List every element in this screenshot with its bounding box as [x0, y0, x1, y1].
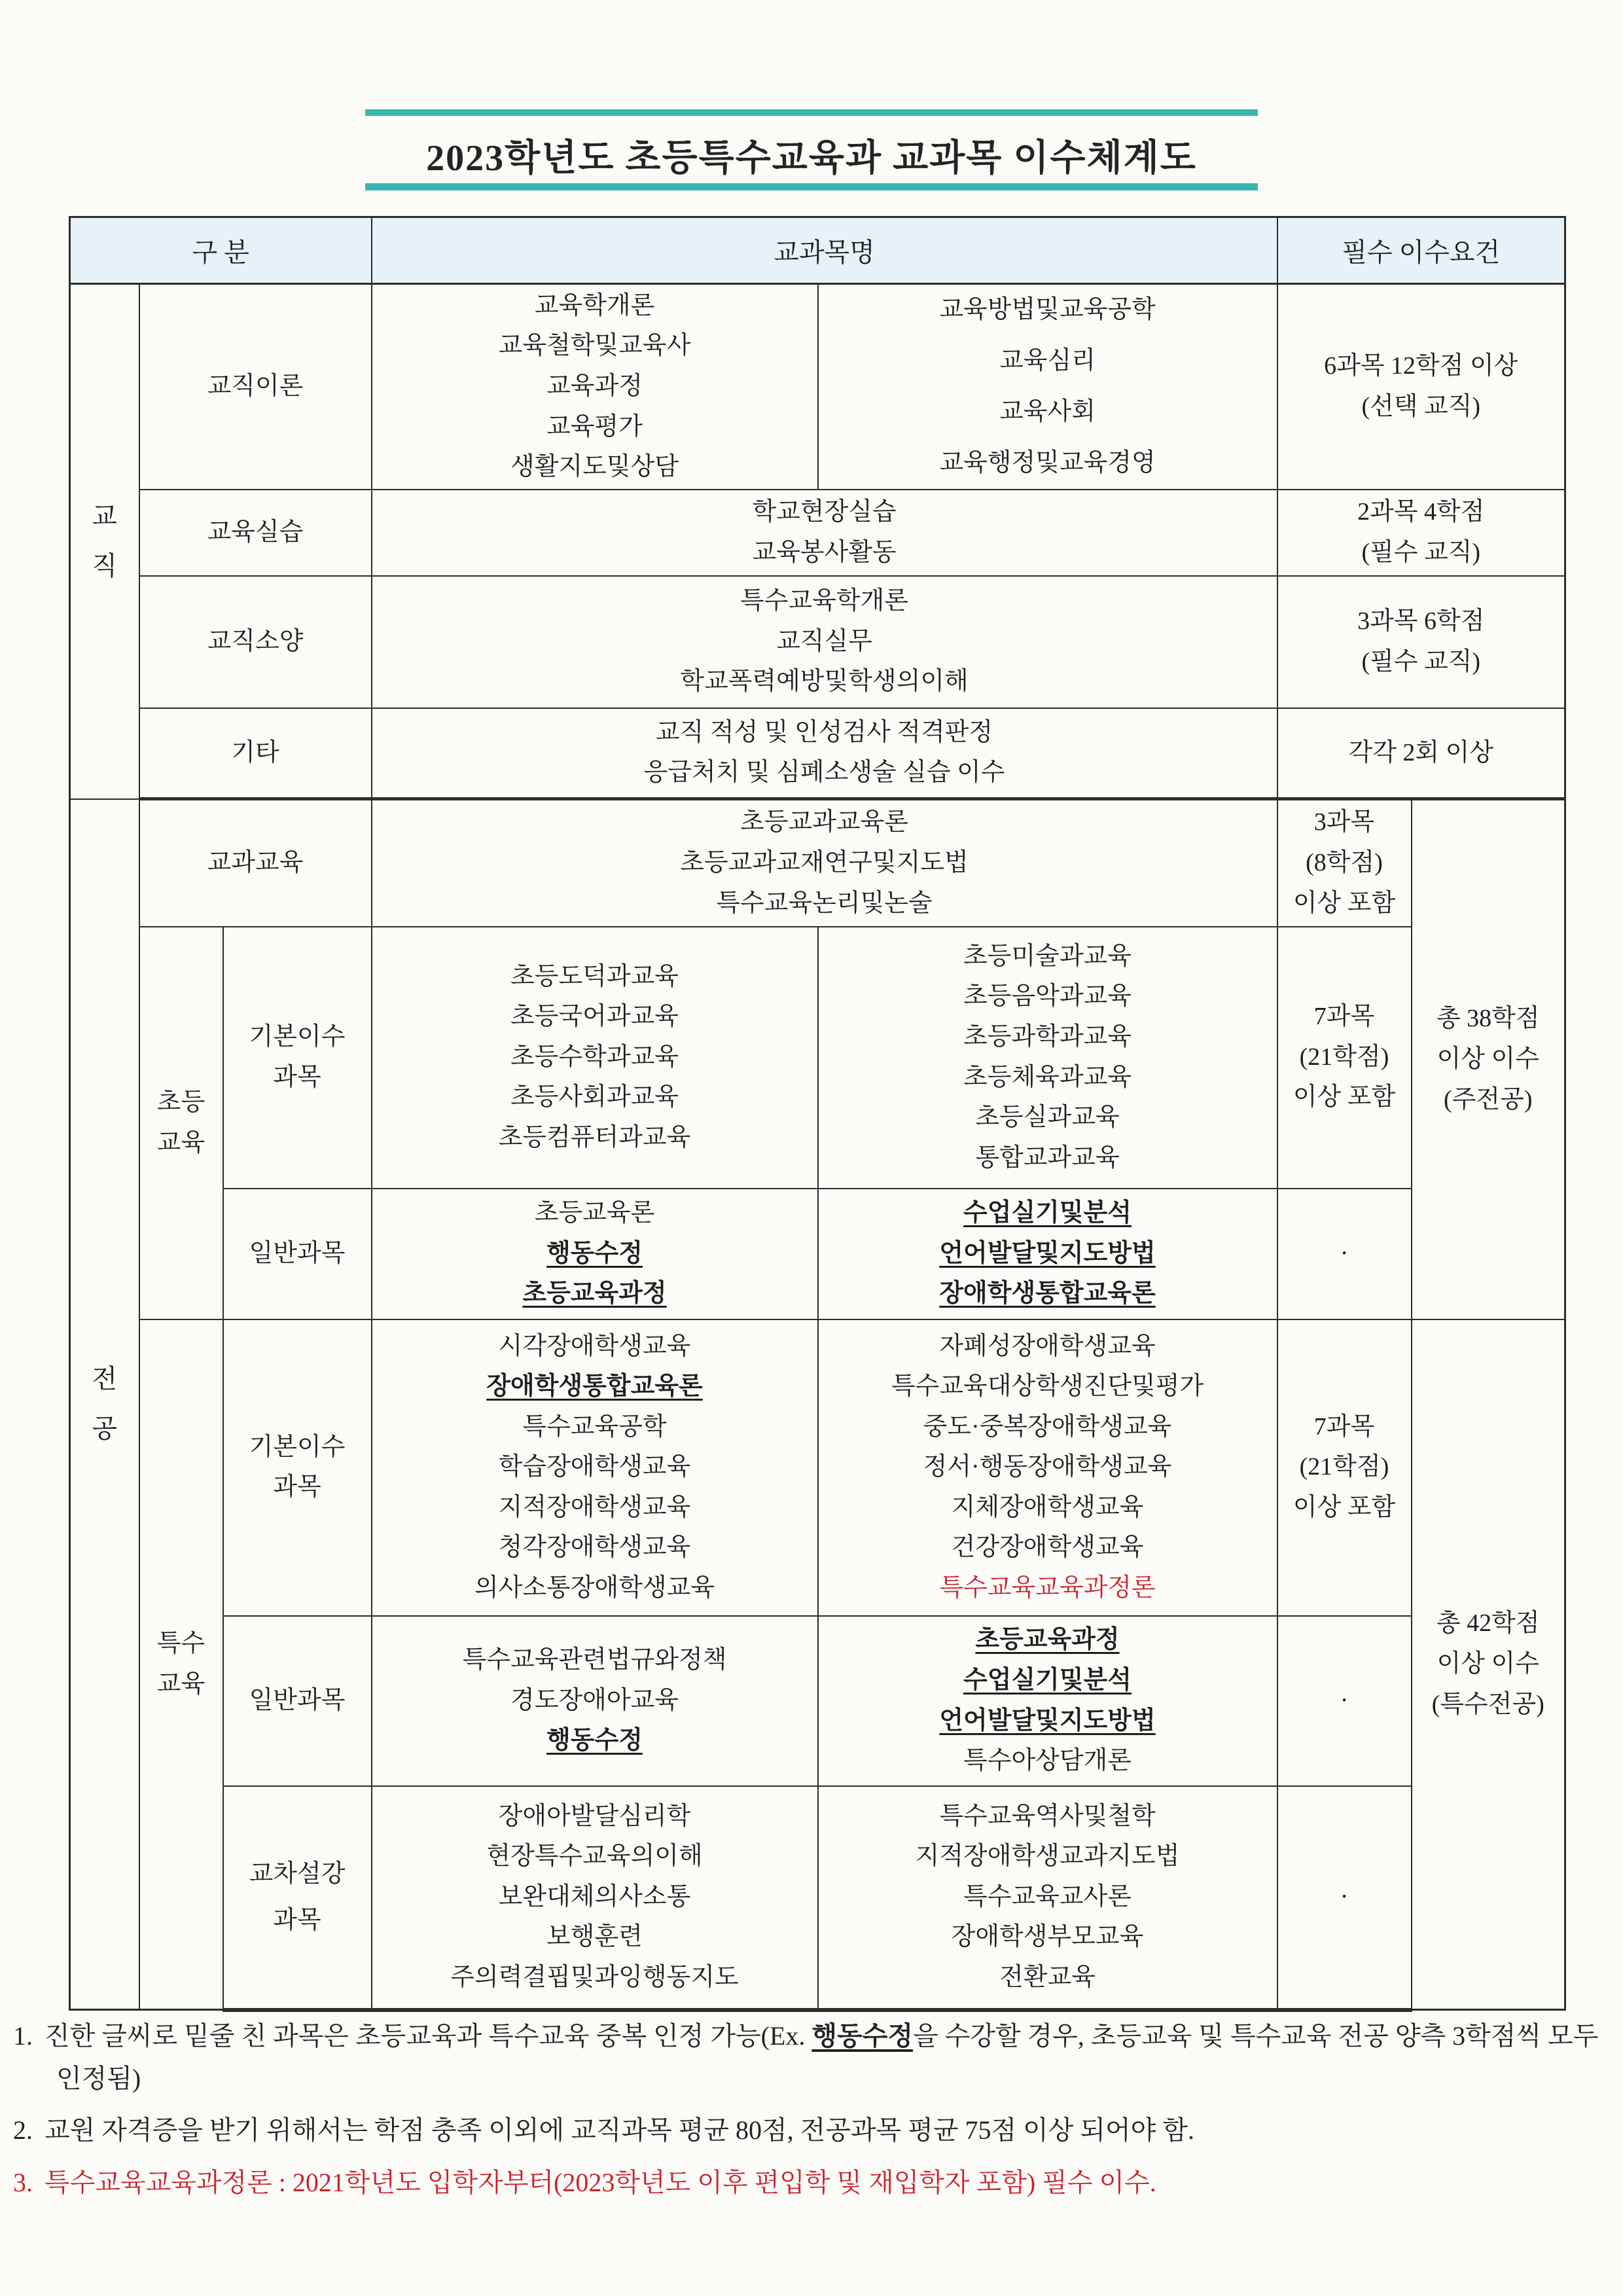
- course-item: 교직이론: [207, 372, 304, 400]
- cell-chodeung-basic-req: [1277, 927, 1412, 1189]
- cell-chodeung-general-courses-a: [372, 1189, 818, 1319]
- title-rule-top: [365, 109, 1258, 116]
- course-item: (8학점): [1306, 849, 1383, 877]
- course-item: 장애학생통합교육론: [486, 1372, 703, 1401]
- text-run: 진한 글씨로 밑줄 친 과목은 초등교육과 특수교육 중복 인정 가능(Ex.: [45, 2021, 812, 2051]
- course-item: 청각장애학생교육: [498, 1534, 691, 1562]
- course-item: 언어발달및지도방법: [939, 1706, 1156, 1734]
- course-item: (21학점): [1299, 1453, 1389, 1481]
- cell-etc-req: [1277, 708, 1565, 799]
- cell-teuksu-general-req: [1277, 1616, 1412, 1786]
- course-item: 총 42학점: [1436, 1609, 1540, 1638]
- course-item: 보완대체의사소통: [498, 1882, 691, 1910]
- course-item: 이상 포함: [1293, 889, 1396, 917]
- cell-soyang-label: [139, 576, 372, 708]
- course-item: ·: [1340, 1239, 1349, 1267]
- course-item: (선택 교직): [1361, 392, 1481, 420]
- course-item: 3과목: [1313, 808, 1375, 836]
- cell-practice-courses: [372, 490, 1277, 576]
- requirement: [1278, 733, 1565, 774]
- course-item: 초등교육과정: [975, 1626, 1120, 1654]
- row-gyojik-soyang: [70, 576, 1565, 708]
- row-gyojik-etc: [70, 708, 1565, 799]
- requirement-total-main: [1412, 999, 1565, 1120]
- footnotes: [13, 2015, 1613, 2213]
- course-item: 학교현장실습: [752, 498, 897, 526]
- cell-teuksu-total: [1412, 1319, 1565, 2010]
- course-item: 교직실무: [776, 627, 872, 655]
- course-list: [372, 957, 817, 1158]
- course-item: 교육심리: [999, 346, 1096, 374]
- course-item: 이상 이수: [1436, 1045, 1539, 1073]
- course-item: 초등도덕과교육: [510, 962, 679, 990]
- course-list: [372, 713, 1277, 793]
- cell-teuksu-cross-label: [223, 1786, 372, 2010]
- row-teuksu-basic: [70, 1319, 1565, 1616]
- requirement-total-special: [1412, 1604, 1565, 1725]
- course-item: (주전공): [1444, 1085, 1533, 1113]
- course-list: [819, 1797, 1277, 1998]
- cell-chodeung-label: [139, 927, 223, 1319]
- course-item: 기타: [231, 738, 279, 766]
- course-list: [819, 1193, 1277, 1314]
- course-item: 교육행정및교육경영: [939, 448, 1156, 476]
- course-item: 초등사회과교육: [510, 1083, 679, 1111]
- course-item: 지적장애학생교육: [498, 1493, 691, 1521]
- cell-teuksu-cross-courses-a: [372, 1786, 818, 2010]
- footnote-2: [13, 2109, 1613, 2151]
- requirement-dot: [1278, 1234, 1411, 1274]
- text-run: 을 수강할 경우, 초등교육 및 특수교육 전공 양측 3학점씩 모두 인정됨): [56, 2021, 1599, 2094]
- cell-chodeung-general-req: [1277, 1189, 1412, 1319]
- course-item: 학교폭력예방및학생의이해: [680, 668, 969, 696]
- cell-teuksu-general-label: [223, 1616, 372, 1786]
- course-item: 초등교육론: [534, 1199, 655, 1227]
- text-run: 특수교육교육과정론 : 2021학년도 입학자부터(2023학년도 이후 편입학 및 재입학자 포함) 필수 이수.: [45, 2167, 1156, 2197]
- course-item: 직: [92, 551, 118, 581]
- course-item: 생활지도및상담: [510, 453, 679, 481]
- curriculum-table: [69, 216, 1566, 2012]
- course-item: 초등체육과교육: [963, 1063, 1132, 1091]
- footnote-number: 3.: [13, 2167, 33, 2197]
- course-item: 경도장애아교육: [510, 1686, 679, 1714]
- text-run: 행동수정: [812, 2021, 913, 2051]
- course-item: 지적장애학생교과지도법: [915, 1842, 1180, 1871]
- footnote-1: [13, 2015, 1613, 2100]
- course-item: 교육봉사활동: [752, 538, 897, 566]
- course-list: [372, 492, 1277, 573]
- course-item: 공: [92, 1414, 118, 1444]
- course-item: 일반과목: [249, 1239, 346, 1267]
- course-list: [372, 581, 1277, 702]
- requirement: [1278, 492, 1565, 573]
- course-item: 초등국어과교육: [510, 1003, 679, 1031]
- course-item: 특수교육대상학생진단및평가: [891, 1372, 1204, 1401]
- course-item: 수업실기및분석: [963, 1199, 1132, 1227]
- course-item: 7과목: [1313, 1412, 1375, 1441]
- course-item: (특수전공): [1431, 1690, 1544, 1718]
- cell-gyogwa-courses: [372, 799, 1277, 927]
- cell-etc-courses: [372, 708, 1277, 799]
- course-list: [819, 937, 1277, 1178]
- header-category: 구 분: [70, 217, 372, 284]
- course-list: [819, 285, 1277, 489]
- footnote-number: 1.: [13, 2021, 33, 2051]
- course-item: 초등실과교육: [975, 1103, 1120, 1132]
- requirement-dot: [1278, 1681, 1411, 1721]
- course-item: 초등음악과교육: [963, 982, 1132, 1011]
- cell-teuksu-cross-req: [1277, 1786, 1412, 2010]
- course-item: 과목: [273, 1063, 321, 1091]
- footnote-text: [45, 2115, 1194, 2145]
- cell-chodeung-basic-courses-b: [818, 927, 1277, 1189]
- course-item: 7과목: [1313, 1003, 1375, 1031]
- course-item: (필수 교직): [1361, 647, 1481, 675]
- course-item: 교직 적성 및 인성검사 적격판정: [655, 718, 993, 746]
- course-item: 정서·행동장애학생교육: [923, 1453, 1172, 1481]
- cell-soyang-req: [1277, 576, 1565, 708]
- course-list: [372, 1640, 817, 1761]
- cell-practice-label: [139, 490, 372, 576]
- footnote-text: [45, 2021, 1598, 2093]
- course-item: 교육평가: [546, 412, 643, 440]
- course-item: 수업실기및분석: [963, 1666, 1132, 1695]
- cell-gyogwa-label: [139, 799, 372, 927]
- course-item: 교차설강: [249, 1860, 346, 1888]
- row-chodeung-general: [70, 1189, 1565, 1319]
- course-item: 초등미술과교육: [963, 942, 1132, 970]
- course-item: 초등수학과교육: [510, 1043, 679, 1071]
- course-list: [819, 1327, 1277, 1609]
- title-rule-bottom: [365, 183, 1258, 190]
- course-item: 총 38학점: [1436, 1005, 1540, 1033]
- course-item: 통합교과교육: [975, 1143, 1120, 1172]
- requirement: [1278, 601, 1565, 682]
- cell-chodeung-general-label: [223, 1189, 372, 1319]
- course-item: 특수교육교사론: [963, 1882, 1132, 1910]
- footnote-text: [45, 2168, 1156, 2197]
- course-item: 주의력결핍및과잉행동지도: [450, 1963, 739, 1991]
- cell-theory-label: [139, 284, 372, 490]
- footnote-number: 2.: [13, 2115, 33, 2145]
- course-item: ·: [1340, 1686, 1349, 1714]
- course-item: 교육철학및교육사: [498, 332, 691, 360]
- course-list: [372, 802, 1277, 924]
- course-item: 기본이수: [249, 1433, 346, 1461]
- course-item: 이상 포함: [1293, 1083, 1396, 1111]
- course-item: 전환교육: [999, 1963, 1096, 1991]
- cell-theory-req: [1277, 284, 1565, 490]
- table-header-row: [70, 217, 1565, 284]
- course-item: 6과목 12학점 이상: [1324, 352, 1518, 380]
- course-item: 중도·중복장애학생교육: [923, 1412, 1172, 1441]
- course-item: 학습장애학생교육: [498, 1453, 691, 1481]
- course-item: 장애학생부모교육: [951, 1923, 1144, 1951]
- course-item: 교육과정: [546, 372, 643, 400]
- requirement: [1278, 346, 1565, 427]
- course-item: 특수교육교육과정론: [939, 1573, 1156, 1602]
- course-item: 초등: [156, 1088, 205, 1117]
- row-chodeung-basic: [70, 927, 1565, 1189]
- course-item: 교과교육: [207, 849, 304, 877]
- course-list: [819, 1620, 1277, 1781]
- course-item: 교육: [156, 1670, 205, 1698]
- course-item: 특수교육논리및논술: [716, 889, 933, 917]
- course-item: 건강장애학생교육: [951, 1534, 1144, 1562]
- cell-teuksu-basic-req: [1277, 1319, 1412, 1616]
- cell-theory-courses-a: [372, 284, 818, 490]
- cell-teuksu-basic-courses-a: [372, 1319, 818, 1616]
- course-item: ·: [1340, 1882, 1349, 1910]
- course-item: 전: [92, 1364, 118, 1394]
- course-item: 시각장애학생교육: [498, 1332, 691, 1360]
- course-item: 교육: [156, 1128, 205, 1157]
- row-gyojik-theory: [70, 284, 1565, 490]
- cell-etc-label: [139, 708, 372, 799]
- course-item: 교육방법및교육공학: [939, 296, 1156, 323]
- course-item: 장애학생통합교육론: [939, 1280, 1156, 1308]
- course-item: 특수교육학개론: [740, 587, 908, 615]
- cell-teuksu-label: [139, 1319, 223, 2010]
- cell-chodeung-general-courses-b: [818, 1189, 1277, 1319]
- cell-chodeung-basic-courses-a: [372, 927, 818, 1189]
- course-item: 특수교육역사및철학: [939, 1802, 1156, 1830]
- course-item: (21학점): [1299, 1043, 1389, 1071]
- cell-soyang-courses: [372, 576, 1277, 708]
- course-item: 교육학개론: [534, 291, 655, 319]
- course-item: 초등과학과교육: [963, 1023, 1132, 1051]
- course-list: [372, 1797, 817, 1998]
- course-item: 과목: [273, 1473, 321, 1501]
- course-item: 장애아발달심리학: [498, 1802, 691, 1830]
- course-list: [372, 1193, 817, 1314]
- course-item: 초등컴퓨터과교육: [498, 1123, 691, 1151]
- cell-chodeung-total: [1412, 799, 1565, 1319]
- header-requirement: 필수 이수요건: [1277, 217, 1565, 284]
- course-item: 과목: [273, 1906, 321, 1934]
- cell-teuksu-basic-courses-b: [818, 1319, 1277, 1616]
- jeongong-vertical-label: [71, 1354, 139, 1454]
- header-courses: 교과목명: [372, 217, 1277, 284]
- course-list: [372, 286, 817, 488]
- footnote-3: [13, 2161, 1613, 2204]
- gyojik-vertical-label: [71, 492, 139, 591]
- course-item: 응급처치 및 심폐소생술 실습 이수: [643, 759, 1005, 787]
- course-item: 이상 포함: [1293, 1493, 1396, 1521]
- course-item: 행동수정: [546, 1727, 643, 1755]
- row-gyojik-practice: [70, 490, 1565, 576]
- cell-chodeung-basic-label: [223, 927, 372, 1189]
- requirement-dot: [1278, 1877, 1411, 1918]
- course-item: 3과목 6학점: [1357, 607, 1485, 636]
- course-item: 특수교육공학: [522, 1412, 667, 1441]
- cell-teuksu-basic-label: [223, 1319, 372, 1616]
- cell-teuksu-general-courses-b: [818, 1616, 1277, 1786]
- course-item: 각각 2회 이상: [1348, 738, 1494, 766]
- row-teuksu-general: [70, 1616, 1565, 1786]
- course-item: 교육실습: [207, 518, 304, 546]
- course-item: 교직소양: [207, 627, 304, 655]
- requirement: [1278, 997, 1411, 1118]
- course-item: 교육사회: [999, 397, 1096, 425]
- course-item: 일반과목: [249, 1686, 346, 1714]
- course-item: 특수교육관련법규와정책: [462, 1646, 727, 1674]
- course-item: 기본이수: [249, 1023, 346, 1051]
- requirement: [1278, 1407, 1411, 1528]
- course-item: 초등교과교재연구및지도법: [680, 849, 969, 877]
- course-item: 초등교과교육론: [740, 808, 908, 836]
- cell-theory-courses-b: [818, 284, 1277, 490]
- course-item: 언어발달및지도방법: [939, 1239, 1156, 1267]
- course-item: 행동수정: [546, 1239, 643, 1267]
- course-item: 의사소통장애학생교육: [474, 1573, 715, 1602]
- course-item: 보행훈련: [546, 1923, 643, 1951]
- cell-gyojik-label: [70, 284, 139, 799]
- cell-gyogwa-req: [1277, 799, 1412, 927]
- course-item: 초등교육과정: [522, 1280, 667, 1308]
- course-item: (필수 교직): [1361, 538, 1481, 566]
- course-item: 특수: [156, 1630, 205, 1658]
- cell-teuksu-general-courses-a: [372, 1616, 818, 1786]
- course-item: 지체장애학생교육: [951, 1493, 1144, 1521]
- course-item: 특수아상담개론: [963, 1747, 1132, 1775]
- row-gyogwa: [70, 799, 1565, 927]
- course-list: [372, 1327, 817, 1609]
- course-item: 자폐성장애학생교육: [939, 1332, 1156, 1360]
- requirement: [1278, 802, 1411, 924]
- page-title: 2023학년도 초등특수교육과 교과목 이수체계도: [426, 138, 1197, 179]
- course-item: 이상 이수: [1436, 1650, 1539, 1678]
- cell-practice-req: [1277, 490, 1565, 576]
- course-item: 2과목 4학점: [1357, 498, 1485, 526]
- course-item: 교: [92, 501, 118, 531]
- course-item: 현장특수교육의이해: [486, 1842, 703, 1871]
- row-teuksu-cross: [70, 1786, 1565, 2010]
- cell-jeongong-label: [70, 799, 139, 2010]
- cell-teuksu-cross-courses-b: [818, 1786, 1277, 2010]
- text-run: 교원 자격증을 받기 위해서는 학점 충족 이외에 교직과목 평균 80점, 전공과목 평균 75점 이상 되어야 함.: [45, 2115, 1194, 2145]
